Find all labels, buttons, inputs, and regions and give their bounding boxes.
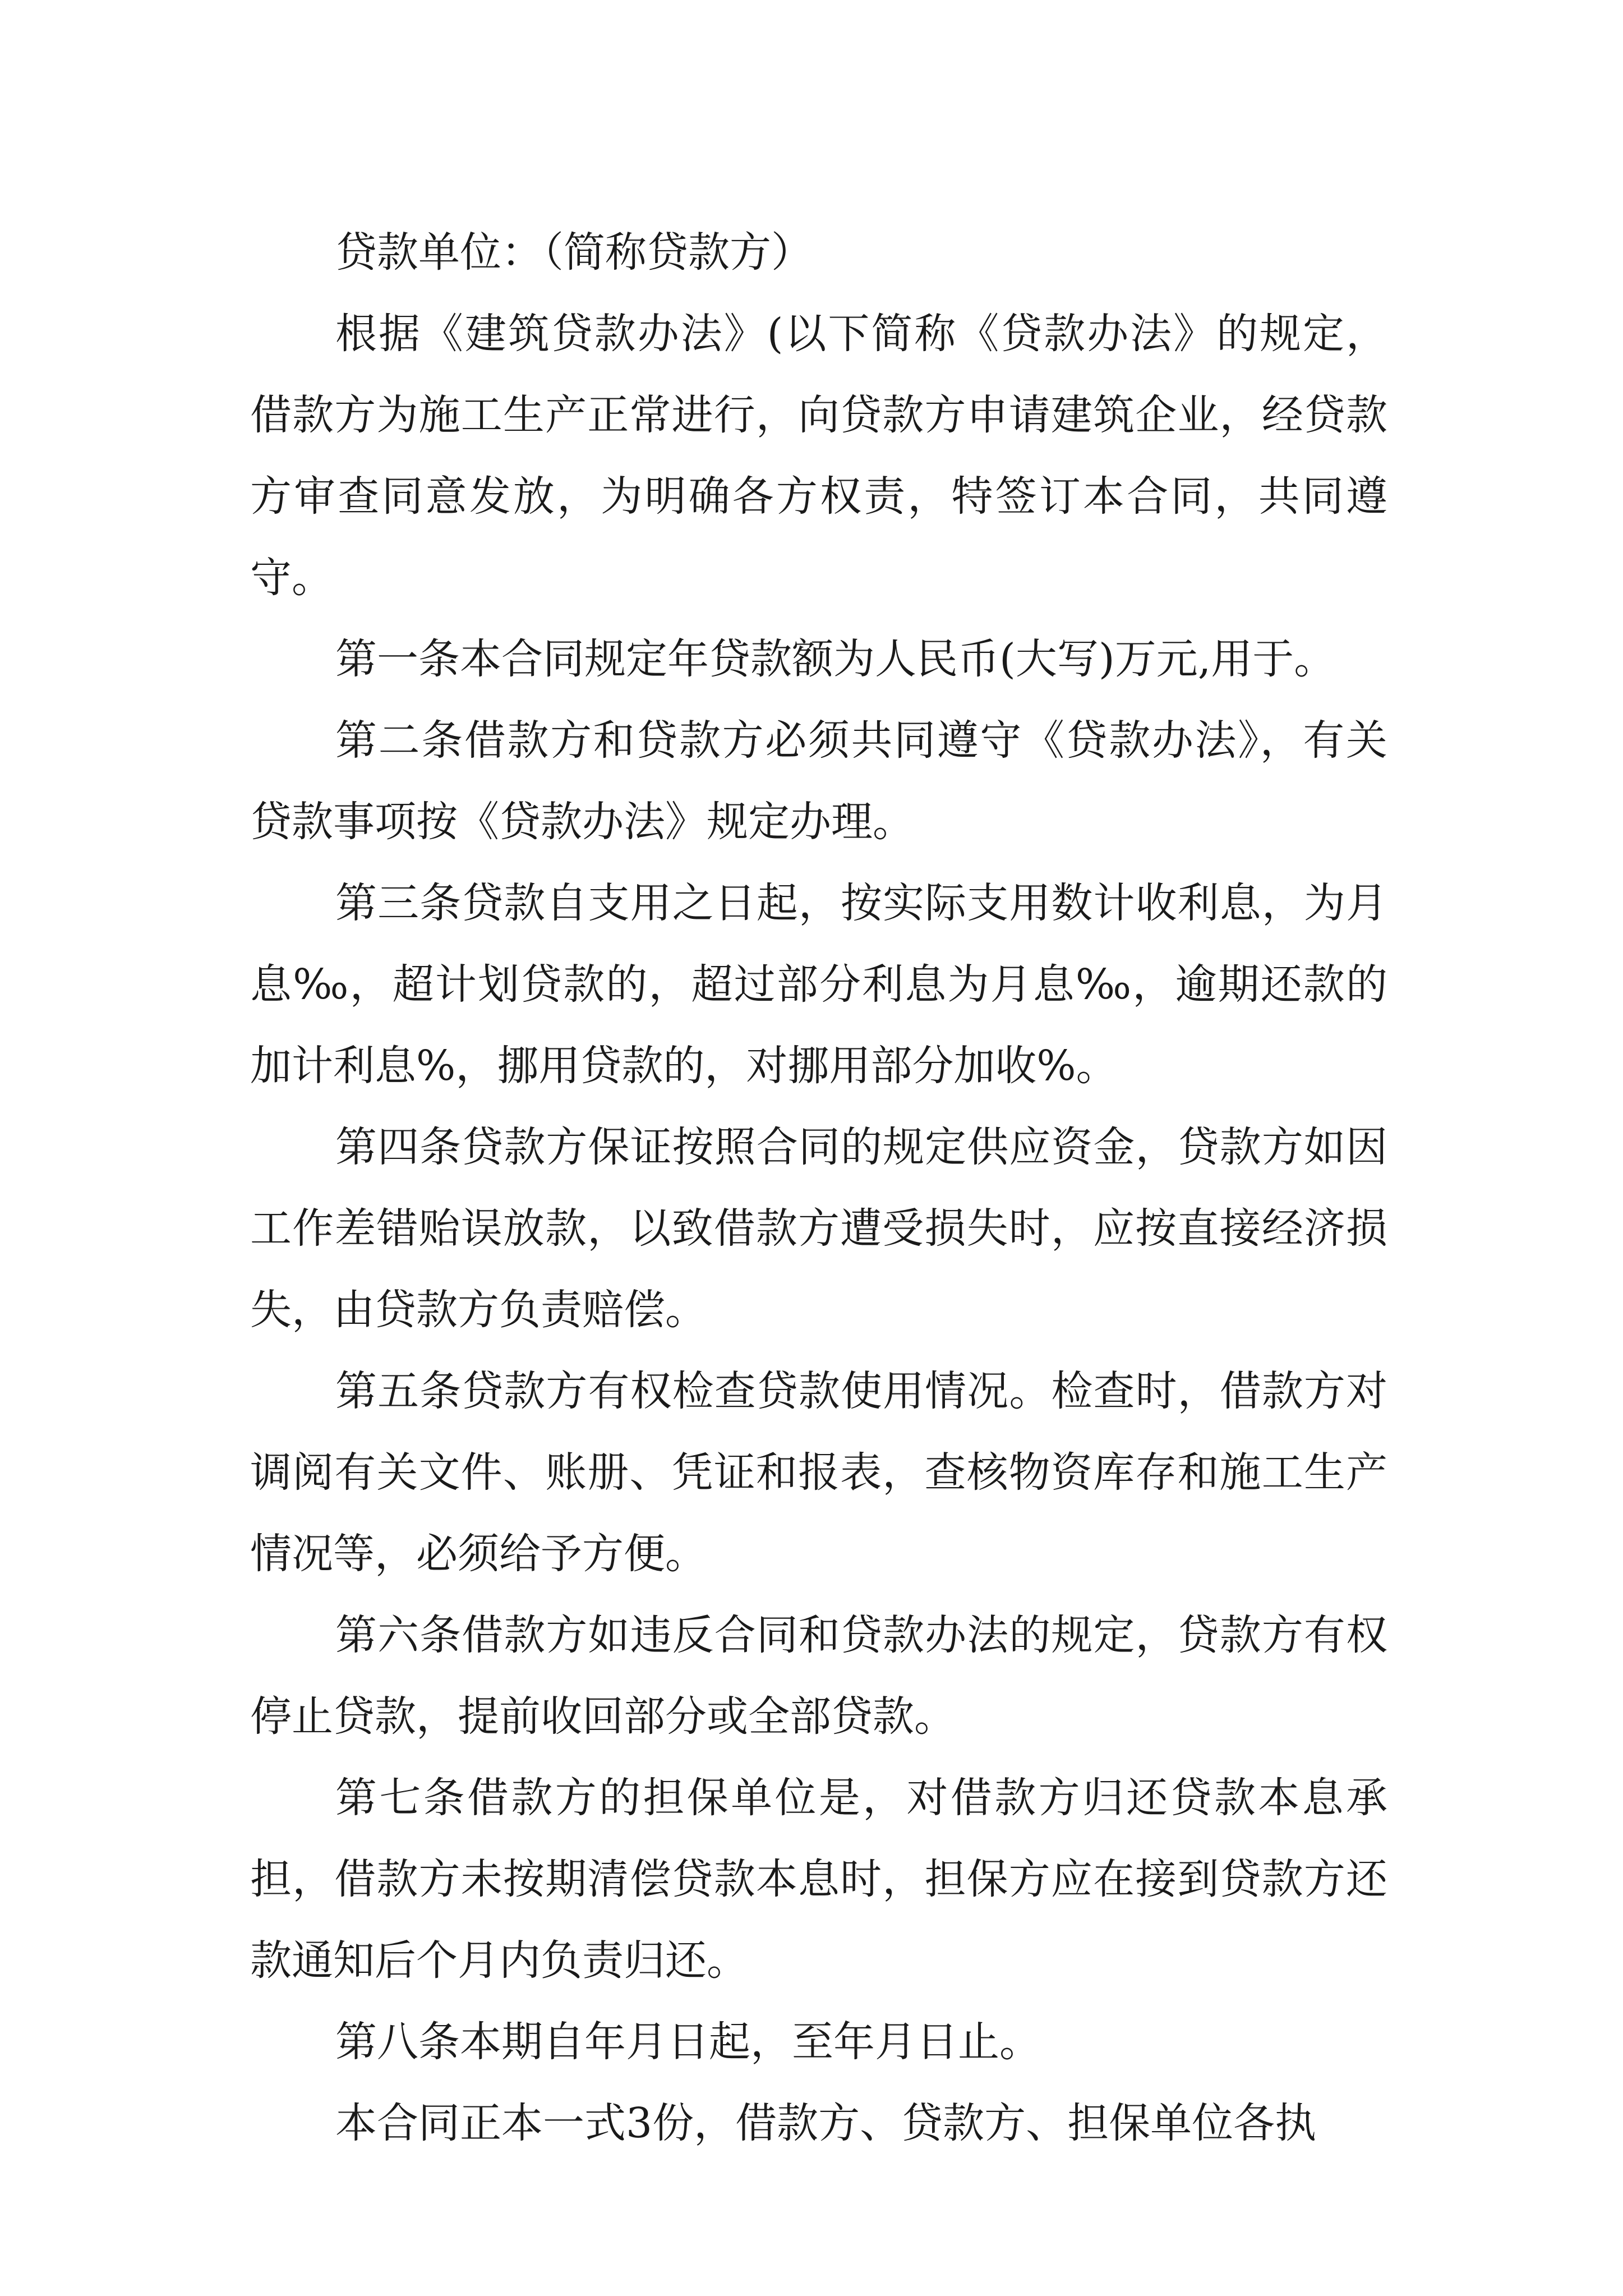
paragraph-preamble: 根据《建筑贷款办法》(以下简称《贷款办法》的规定，借款方为施工生产正常进行，向贷款方申请建筑企业，经贷款方审查同意发放，为明确各方权责，特签订本合同，共同遵守。	[250, 310, 1387, 602]
paragraph-article-3: 第三条贷款自支用之日起，按实际支用数计收利息，为月息‰，超计划贷款的，超过部分利息为月息‰，逾期还款的加计利息%，挪用贷款的，对挪用部分加收%。	[250, 879, 1387, 1090]
paragraph-article-6: 第六条借款方如违反合同和贷款办法的规定，贷款方有权停止贷款，提前收回部分或全部贷款。	[250, 1611, 1387, 1741]
paragraph-article-2: 第二条借款方和贷款方必须共同遵守《贷款办法》，有关贷款事项按《贷款办法》规定办理。	[250, 716, 1387, 846]
document-page	[250, 212, 1387, 2164]
paragraph-lender-unit: 贷款单位：（简称贷款方）	[335, 228, 813, 277]
paragraph-copies: 本合同正本一式3份，借款方、贷款方、担保单位各执	[335, 2099, 1317, 2147]
paragraph-article-4: 第四条贷款方保证按照合同的规定供应资金，贷款方如因工作差错贻误放款，以致借款方遭受损失时，应按直接经济损失，由贷款方负责赔偿。	[250, 1123, 1387, 1334]
paragraph-article-5: 第五条贷款方有权检查贷款使用情况。检查时，借款方对调阅有关文件、账册、凭证和报表，查核物资库存和施工生产情况等，必须给予方便。	[250, 1367, 1387, 1578]
paragraph-article-1: 第一条本合同规定年贷款额为人民币(大写)万元,用于。	[335, 635, 1336, 683]
paragraph-article-8: 第八条本期自年月日起，至年月日止。	[335, 2018, 1041, 2066]
paragraph-article-7: 第七条借款方的担保单位是，对借款方归还贷款本息承担，借款方未按期清偿贷款本息时，担保方应在接到贷款方还款通知后个月内负责归还。	[250, 1774, 1387, 1985]
